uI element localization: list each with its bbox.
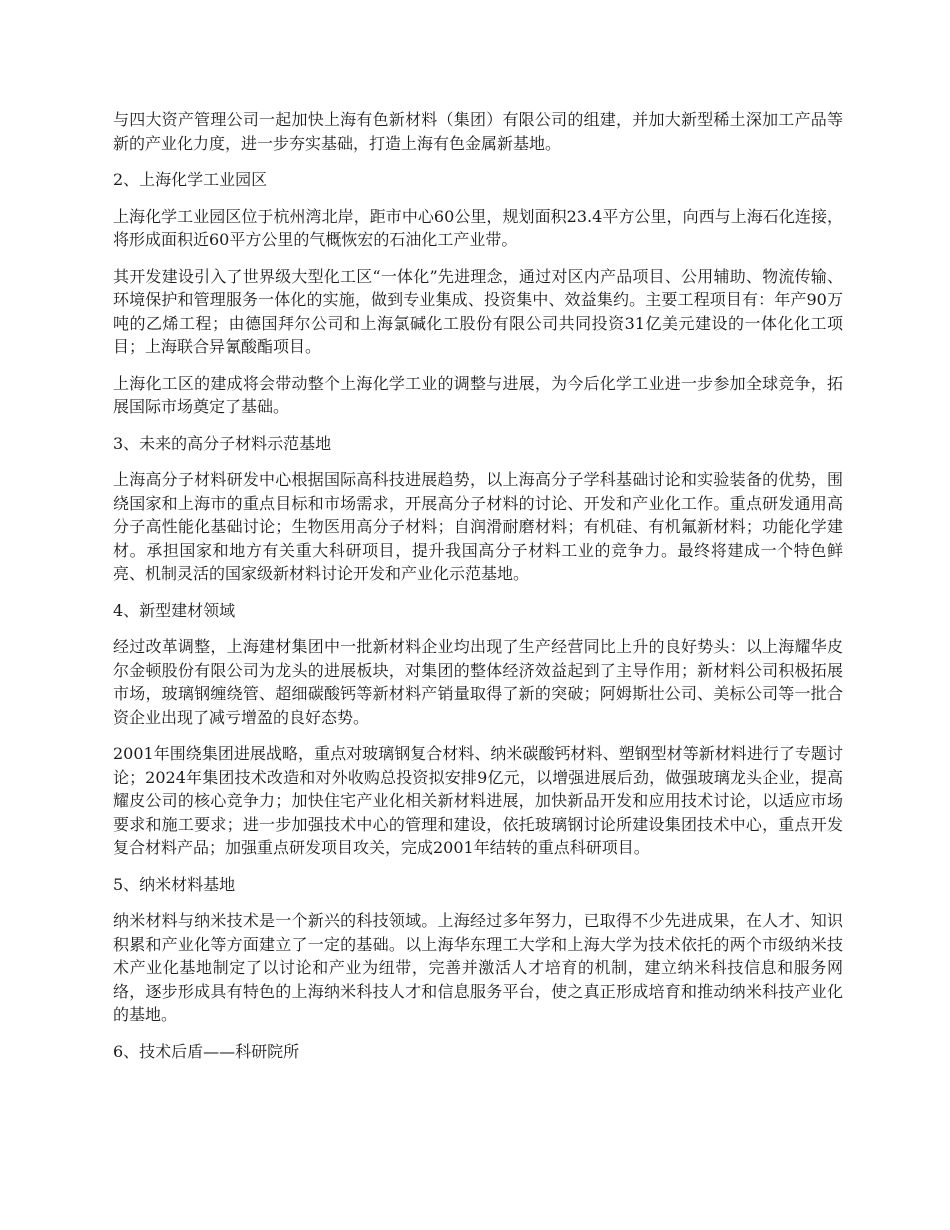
paragraph-chemical-park-impact: 上海化工区的建成将会带动整个上海化学工业的调整与进展，为今后化学工业进一步参加全球竞争，拓展国际市场奠定了基础。 [113,373,843,416]
paragraph-polymer-center: 上海高分子材料研发中心根据国际高科技进展趋势，以上海高分子学科基础讨论和实验装备的优势，围绕国家和上海市的重点目标和市场需求，开展高分子材料的讨论、开发和产业化工作。重点研发通用高分子高性能化基础讨论；生物医用高分子材料；自润滑耐磨材料；有机硅、有机氟新材料；功能化学建材。承担国家和地方有关重大科研项目，提升我国高分子材料工业的竞争力。最终将建成一个特色鲜亮、机制灵活的国家级新材料讨论开发和产业化示范基地。 [113,470,843,583]
paragraph-building-strategy: 2001年围绕集团进展战略，重点对玻璃钢复合材料、纳米碳酸钙材料、塑钢型材等新材料进行了专题讨论；2024年集团技术改造和对外收购总投资拟安排9亿元，以增强进展后劲，做强玻璃龙头企业，提高耀皮公司的核心竞争力；加快住宅产业化相关新材料进展，加快新品开发和应用技术讨论，以适应市场要求和施工要求；进一步加强技术中心的管理和建设，依托玻璃钢讨论所建设集团技术中心，重点开发复合材料产品；加强重点研发项目攻关，完成2001年结转的重点科研项目。 [113,744,843,857]
paragraph-chemical-park-projects: 其开发建设引入了世界级大型化工区“一体化”先进理念，通过对区内产品项目、公用辅助、物流传输、环境保护和管理服务一体化的实施，做到专业集成、投资集中、效益集约。主要工程项目有：年产90万吨的乙烯工程；由德国拜尔公司和上海氯碱化工股份有限公司共同投资31亿美元建设的一体化化工项目；上海联合异氰酸酯项目。 [113,266,843,356]
paragraph-building-reform: 经过改革调整，上海建材集团中一批新材料企业均出现了生产经营同比上升的良好势头：以上海耀华皮尔金顿股份有限公司为龙头的进展板块，对集团的整体经济效益起到了主导作用；新材料公司积极拓展市场，玻璃钢缠绕管、超细碳酸钙等新材料产销量取得了新的突破；阿姆斯壮公司、美标公司等一批合资企业出现了减亏增盈的良好态势。 [113,637,843,727]
heading-chemical-park: 2、上海化学工业园区 [113,170,268,189]
document-page [113,108,843,1076]
heading-polymer-base: 3、未来的高分子材料示范基地 [113,433,332,453]
heading-research-institutes: 6、技术后盾——科研院所 [113,1041,300,1061]
heading-building-materials: 4、新型建材领域 [113,600,236,620]
heading-nano-base: 5、纳米材料基地 [113,874,236,894]
paragraph-chemical-park-location: 上海化学工业园区位于杭州湾北岸，距市中心60公里，规划面积23.4平方公里，向西与上海石化连接，将形成面积近60平方公里的气概恢宏的石油化工产业带。 [113,206,843,249]
paragraph-intro: 与四大资产管理公司一起加快上海有色新材料（集团）有限公司的组建，并加大新型稀土深加工产品等新的产业化力度，进一步夯实基础，打造上海有色金属新基地。 [113,110,843,153]
paragraph-nano-tech: 纳米材料与纳米技术是一个新兴的科技领域。上海经过多年努力，已取得不少先进成果，在人才、知识积累和产业化等方面建立了一定的基础。以上海华东理工大学和上海大学为技术依托的两个市级纳米技术产业化基地制定了以讨论和产业为纽带，完善并激活人才培育的机制，建立纳米科技信息和服务网络，逐步形成具有特色的上海纳米科技人才和信息服务平台，使之真正形成培育和推动纳米科技产业化的基地。 [113,911,843,1024]
